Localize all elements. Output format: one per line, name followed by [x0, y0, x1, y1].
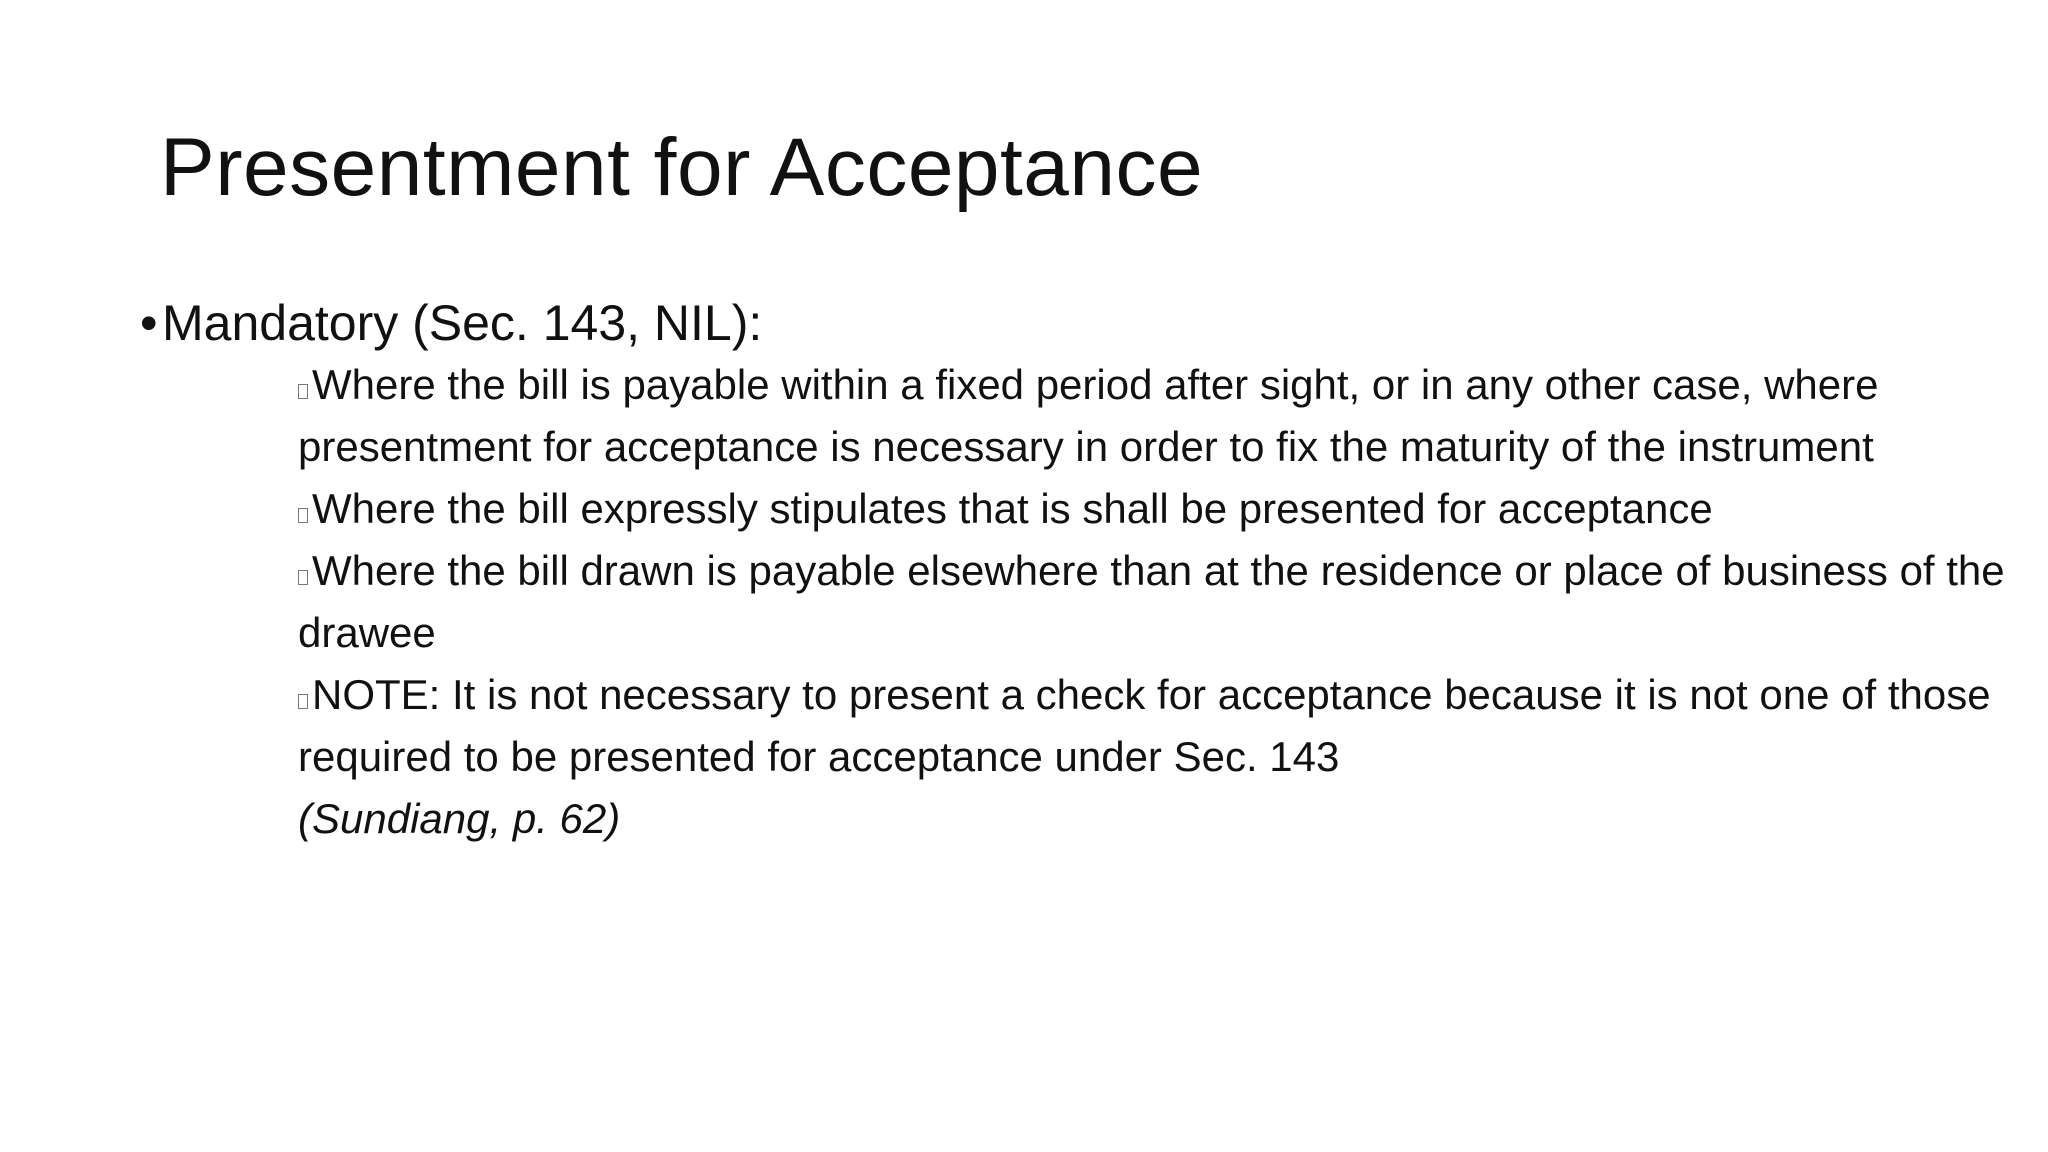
sub-bullet-item — [298, 478, 2048, 540]
missing-glyph-box-icon — [298, 508, 308, 523]
sub-bullet-text: Where the bill drawn is payable elsewhere than at the residence or place of business of the drawee — [298, 547, 2005, 656]
citation: (Sundiang, p. 62) — [298, 795, 621, 842]
sub-bullet-text: Where the bill is payable within a fixed period after sight, or in any other case, where presentment for acceptance is necessary in order to fix the maturity of the instrument — [298, 361, 1879, 470]
missing-glyph-box-icon — [298, 694, 308, 709]
sub-bullet-item — [298, 540, 2048, 664]
sub-bullet-item — [298, 354, 2048, 478]
bullet-dot-icon: • — [140, 295, 158, 351]
sub-bullet-text: Where the bill expressly stipulates that is shall be presented for acceptance — [312, 485, 1713, 532]
missing-glyph-box-icon — [298, 570, 308, 585]
main-bullet-text: Mandatory (Sec. 143, NIL): — [162, 295, 763, 351]
sub-bullet-list — [298, 354, 2048, 850]
missing-glyph-box-icon — [298, 384, 308, 399]
slide-body — [140, 292, 2005, 850]
slide-title: Presentment for Acceptance — [160, 122, 1204, 213]
sub-bullet-text: NOTE: It is not necessary to present a check for acceptance because it is not one of those required to be presented for acceptance under Sec. 143 — [298, 671, 1991, 780]
sub-bullet-item — [298, 664, 2048, 788]
main-bullet — [140, 292, 1940, 354]
